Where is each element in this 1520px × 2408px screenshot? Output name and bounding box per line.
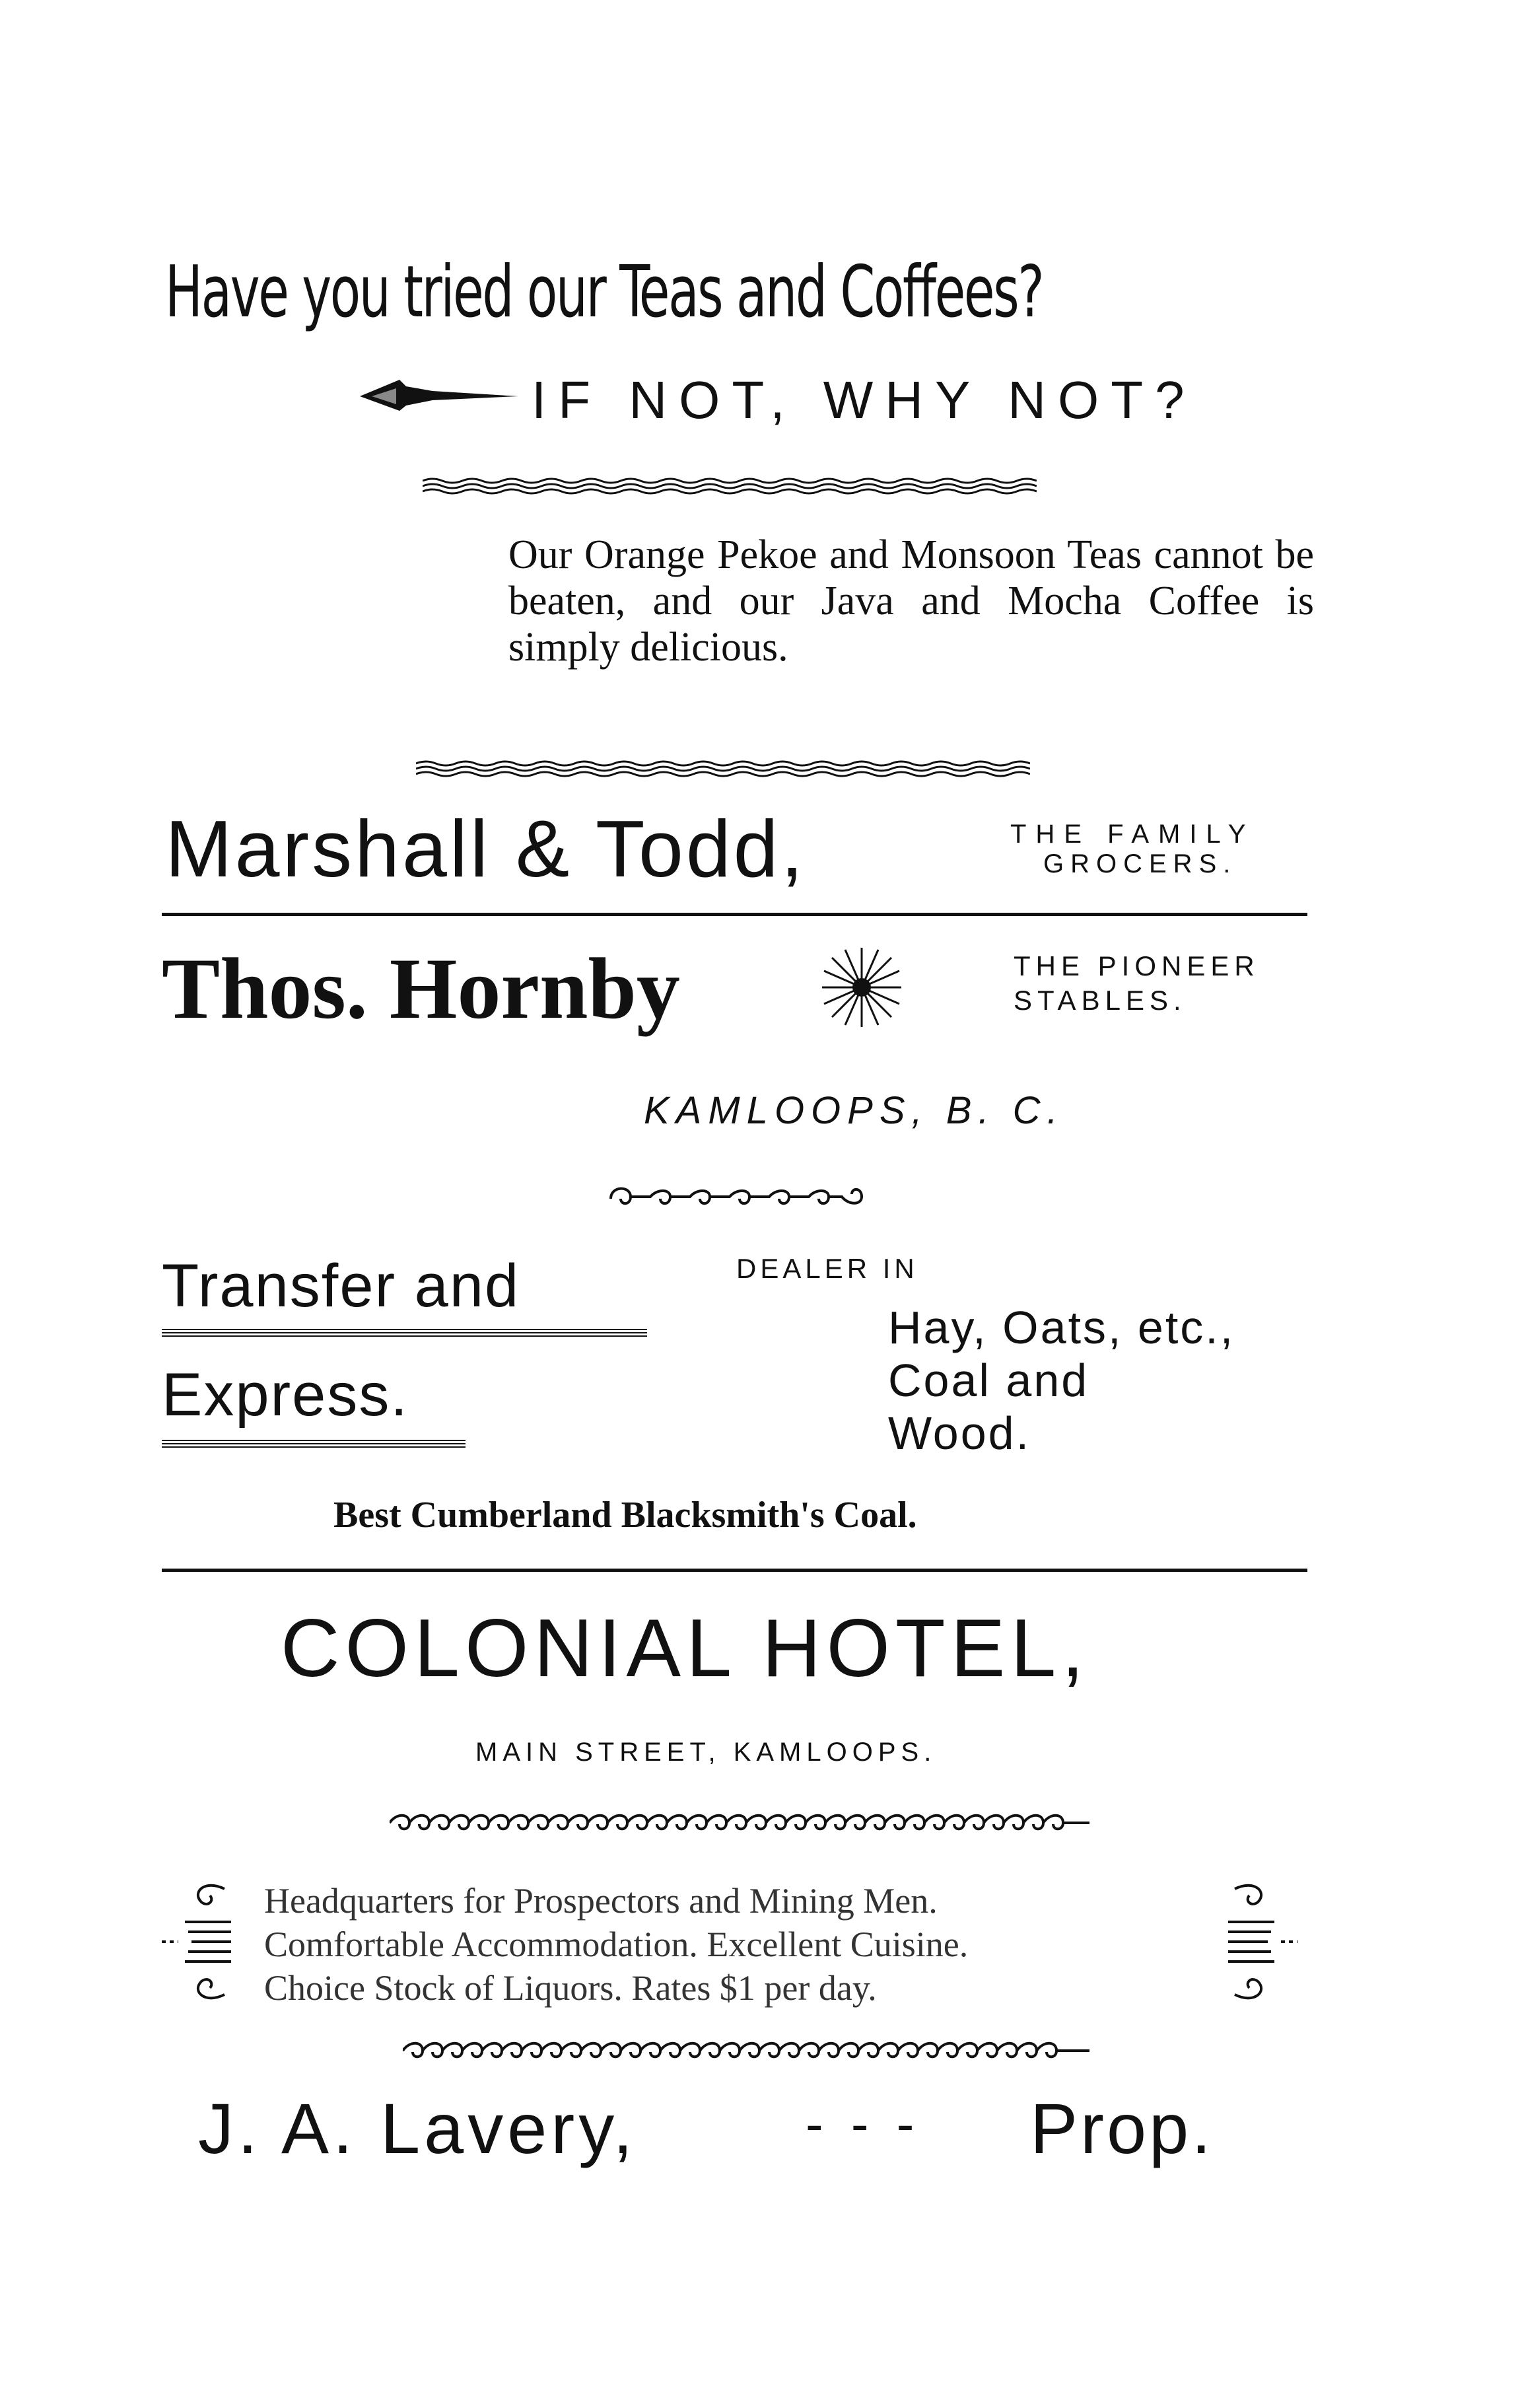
goods-line3: Wood. [888, 1407, 1031, 1459]
coal-line: Best Cumberland Blacksmith's Coal. [333, 1495, 917, 1536]
hotel-name: COLONIAL HOTEL, [281, 1603, 1089, 1694]
grocer-tag-line2: GROCERS. [1043, 849, 1237, 878]
double-rule [162, 1329, 647, 1338]
chain-ornament [403, 2037, 1089, 2064]
dealer-label: DEALER IN [736, 1253, 918, 1284]
proprietor-dashes: - - - [806, 2094, 921, 2153]
chain-ornament [390, 1810, 1089, 1836]
hotel-feature-line: Headquarters for Prospectors and Mining Men. [264, 1881, 938, 1921]
left-flourish-icon [158, 1876, 238, 2008]
starburst-icon [819, 944, 905, 1030]
hotel-feature-line: Comfortable Accommodation. Excellent Cuisine. [264, 1925, 969, 1964]
double-rule [162, 1440, 466, 1449]
transfer-line1: Transfer and [162, 1252, 520, 1320]
headline: Have you tried our Teas and Coffees? [165, 251, 1043, 334]
subhead: IF NOT, WHY NOT? [532, 371, 1196, 429]
right-flourish-icon [1222, 1876, 1301, 2008]
transfer-line2: Express. [162, 1361, 409, 1429]
scroll-ornament [604, 1182, 868, 1212]
stables-tag-line1: THE PIONEER [1014, 950, 1260, 981]
hotel-feature-line: Choice Stock of Liquors. Rates $1 per day. [264, 1968, 877, 2008]
pointer-arrow-icon [360, 376, 518, 416]
grocer-tag-line1: THE FAMILY [1010, 820, 1255, 849]
stables-tag-line2: STABLES. [1014, 985, 1187, 1016]
goods-line1: Hay, Oats, etc., [888, 1302, 1235, 1353]
tea-description: Our Orange Pekoe and Monsoon Teas cannot be beaten, and our Java and Mocha Coffee is simply delicious. [508, 532, 1314, 670]
wavy-ornament [423, 476, 1037, 495]
hotel-features [264, 1879, 968, 2010]
stables-name: Thos. Hornby [162, 940, 680, 1037]
divider-rule [162, 1569, 1307, 1572]
divider-rule [162, 913, 1307, 916]
hotel-address: MAIN STREET, KAMLOOPS. [475, 1738, 937, 1767]
prop-label: Prop. [1030, 2088, 1214, 2168]
proprietor-name: J. A. Lavery, [198, 2088, 637, 2168]
goods-line2: Coal and [888, 1355, 1089, 1406]
location: KAMLOOPS, B. C. [644, 1089, 1064, 1132]
wavy-ornament [416, 758, 1030, 778]
grocer-name: Marshall & Todd, [165, 804, 806, 894]
